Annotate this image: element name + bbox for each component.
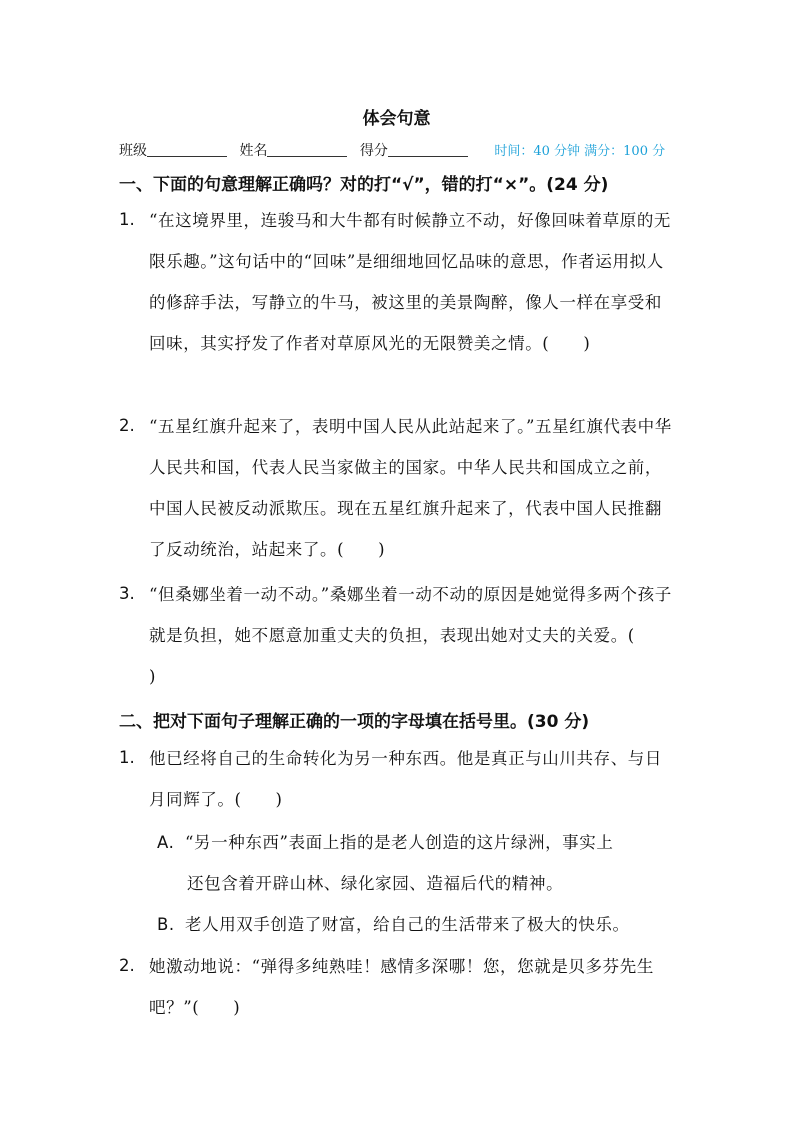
close-paren: ) — [583, 334, 591, 353]
close-paren: ) — [233, 998, 241, 1017]
section-2-heading: 二、把对下面句子理解正确的一项的字母填在括号里。(30 分) — [119, 712, 590, 732]
section-1-heading: 一、下面的句意理解正确吗？对的打“√”，错的打“×”。(24 分) — [119, 175, 609, 195]
close-paren: ) — [275, 790, 283, 809]
close-paren: ) — [149, 667, 157, 686]
option-label: B. — [157, 915, 175, 934]
class-blank[interactable] — [147, 142, 227, 157]
name-label: 姓名 — [239, 143, 268, 159]
s2-question-2 — [119, 946, 674, 1028]
name-blank[interactable] — [267, 142, 347, 157]
time-info: 时间：40 分钟 满分：100 分 — [494, 144, 666, 159]
question-text: 她激动地说：“弹得多纯熟哇！感情多深哪！您，您就是贝多芬先生吧？”( — [149, 957, 654, 1017]
question-text: 他已经将自己的生命转化为另一种东西。他是真正与山川共存、与日月同辉了。( — [149, 749, 662, 809]
question-text: “在这境界里，连骏马和大牛都有时候静立不动，好像回味着草原的无限乐趣。”这句话中的“回味”是细细地回忆品味的意思，作者运用拟人的修辞手法，写静立的牛马，被这里的美景陶醉，像人一样在享受和回味，其实抒发了作者对草原风光的无限赞美之情。( — [149, 211, 672, 353]
option-text: 老人用双手创造了财富，给自己的生活带来了极大的快乐。 — [185, 915, 630, 934]
class-label: 班级 — [119, 143, 147, 159]
page-title: 体会句意 — [362, 109, 431, 129]
question-text: “五星红旗升起来了，表明中国人民从此站起来了。”五星红旗代表中华人民共和国，代表人民当家做主的国家。中华人民共和国成立之前，中国人民被反动派欺压。现在五星红旗升起来了，代表中国人民推翻了反动统治，站起来了。( — [149, 417, 672, 559]
score-blank[interactable] — [388, 142, 468, 157]
student-info-line — [119, 140, 679, 160]
question-number: 2. — [119, 416, 135, 435]
option-text-line2: 还包含着开辟山林、绿化家园、造福后代的精神。 — [187, 874, 564, 893]
option-a — [157, 822, 675, 904]
s1-question-3 — [119, 574, 674, 697]
close-paren: ) — [378, 540, 386, 559]
s2-question-1 — [119, 738, 674, 820]
option-text-line1: “另一种东西”表面上指的是老人创造的这片绿洲，事实上 — [185, 833, 614, 852]
s1-question-2 — [119, 406, 674, 570]
option-b — [157, 904, 675, 945]
option-label: A. — [157, 833, 175, 852]
score-label: 得分 — [359, 143, 388, 159]
question-number: 1. — [119, 210, 135, 229]
question-number: 1. — [119, 748, 135, 767]
s1-question-1 — [119, 200, 674, 364]
question-text: “但桑娜坐着一动不动。”桑娜坐着一动不动的原因是她觉得多两个孩子就是负担，她不愿意加重丈夫的负担，表现出她对丈夫的关爱。( — [149, 585, 672, 645]
question-number: 2. — [119, 956, 135, 975]
question-number: 3. — [119, 584, 135, 603]
